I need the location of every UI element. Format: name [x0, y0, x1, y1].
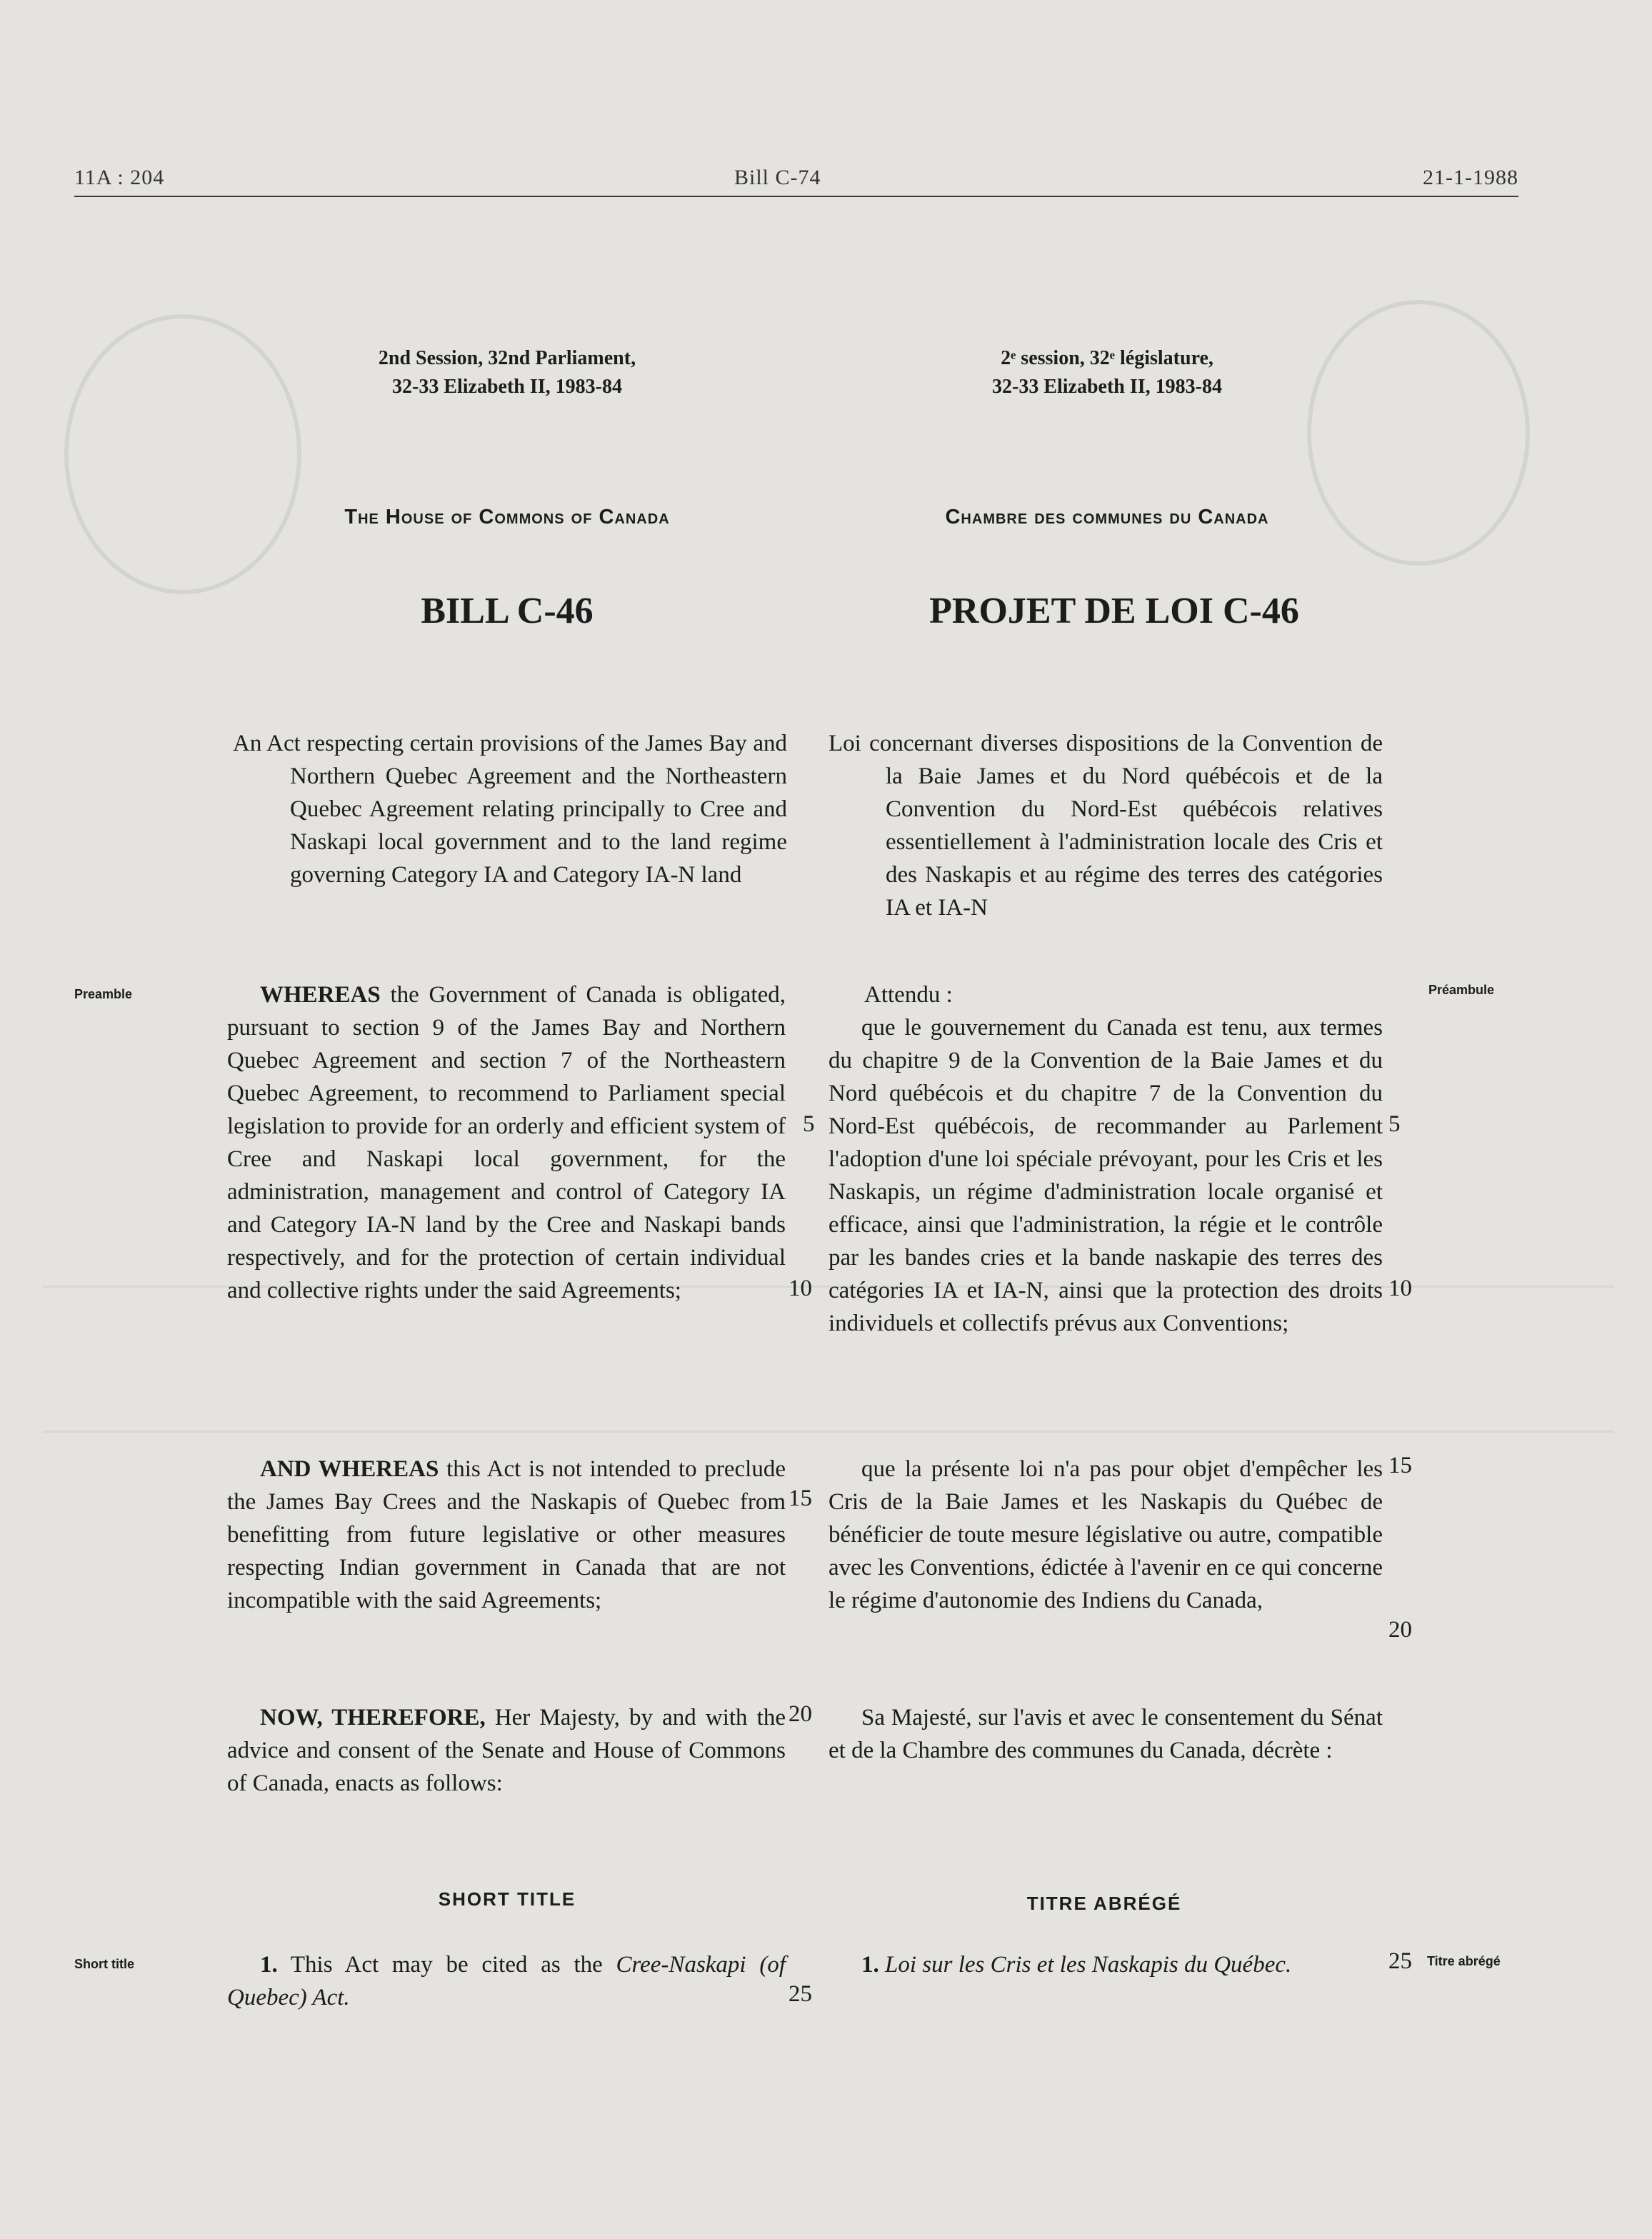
line-number-fr-5: 5: [1388, 1111, 1401, 1137]
now-therefore-en: [227, 1701, 786, 1800]
line-number-fr-25: 25: [1388, 1948, 1412, 1974]
and-whereas-lead: AND WHEREAS: [260, 1456, 439, 1482]
whereas-lead: WHEREAS: [260, 982, 381, 1008]
margin-note-preamble-fr: Préambule: [1428, 983, 1495, 997]
header-page-ref: 11A : 204: [74, 166, 165, 189]
clause-1-en-number: 1.: [260, 1952, 278, 1978]
bill-title-en: BILL C-46: [421, 591, 594, 631]
clause-1-en: [227, 1948, 786, 2014]
preamble-fr-para1-text: que le gouvernement du Canada est tenu, aux termes du chapitre 9 de la Convention de la Baie James et du Nord québécois et du chapitre 7 de la Convention du Nord-Est québécois, de recommander au Parlement l'adoption d'une loi spéciale prévoyant, pour les Cris et les Naskapis, un régime d'administration locale organisé et efficace, ainsi que l'administration, la régie et le contrôle par les bandes cries et la bande naskapie des terres des catégories IA et IA-N, ainsi que la protection des droits individuels et collectifs prévus aux Conventions;: [828, 1015, 1383, 1336]
line-number-fr-15: 15: [1388, 1453, 1412, 1478]
margin-note-short-title-fr: Titre abrégé: [1427, 1954, 1501, 1968]
clause-1-en-body: This Act may be cited as the: [277, 1952, 616, 1978]
preamble-fr-para3-text: Sa Majesté, sur l'avis et avec le consentement du Sénat et de la Chambre des communes du Canada, décrète :: [828, 1705, 1383, 1763]
line-number-en-15: 15: [789, 1486, 812, 1511]
house-fr: Chambre des communes du Canada: [945, 506, 1269, 529]
bill-title-fr: PROJET DE LOI C-46: [929, 591, 1299, 631]
preamble-fr-para2: [828, 1453, 1383, 1617]
whereas-paragraph: [227, 978, 786, 1307]
and-whereas-en: [227, 1453, 786, 1617]
clause-1-fr-text: [828, 1948, 1383, 1981]
long-title-en-text: An Act respecting certain provisions of the James Bay and Northern Quebec Agreement and the Northeastern Quebec Agreement relating principally to Cree and Naskapi local government and to the land regime governing Category IA and Category IA-N land: [233, 731, 787, 888]
session-en: [257, 344, 757, 401]
short-title-heading-en: SHORT TITLE: [438, 1888, 576, 1910]
clause-1-fr-number: 1.: [861, 1952, 879, 1978]
header-bill-number: Bill C-74: [734, 166, 821, 189]
preamble-fr-para1: [828, 1011, 1383, 1340]
session-en-line1: 2nd Session, 32nd Parliament,: [378, 347, 636, 369]
attendu-fr: Attendu :: [864, 982, 953, 1008]
header-rule: [74, 196, 1518, 197]
short-title-heading-fr: TITRE ABRÉGÉ: [1026, 1893, 1182, 1914]
now-therefore-paragraph: [227, 1701, 786, 1800]
now-therefore-lead: NOW, THEREFORE,: [260, 1705, 486, 1730]
header-date: 21-1-1988: [1423, 166, 1518, 189]
now-therefore-text: Her Majesty, by and with the advice and consent of the Senate and House of Commons of Canada, enacts as follows:: [227, 1705, 786, 1796]
margin-note-short-title-en: Short title: [74, 1957, 134, 1971]
line-number-en-5: 5: [803, 1111, 815, 1137]
session-en-line2: 32-33 Elizabeth II, 1983-84: [392, 376, 622, 398]
line-number-en-25: 25: [789, 1981, 812, 2007]
line-number-en-20: 20: [789, 1701, 812, 1727]
whereas-en: [227, 978, 786, 1307]
preamble-fr-para3: [828, 1701, 1383, 1767]
and-whereas-paragraph: [227, 1453, 786, 1617]
line-number-fr-10: 10: [1388, 1276, 1412, 1301]
clause-1-en-act-name: Cree-Naskapi (of Quebec) Act.: [227, 1952, 786, 2010]
margin-note-preamble-en: Preamble: [74, 987, 133, 1001]
and-whereas-text: this Act is not intended to preclude the James Bay Crees and the Naskapis of Quebec from benefitting from future legislative or other measures respecting Indian government in Canada that are not incompatible with the said Agreements;: [227, 1456, 786, 1613]
clause-1-en-text: [227, 1948, 786, 2014]
clause-1-fr-act-name: Loi sur les Cris et les Naskapis du Québec.: [878, 1952, 1292, 1978]
session-fr-line2: 32-33 Elizabeth II, 1983-84: [992, 376, 1222, 398]
session-fr: [857, 344, 1357, 401]
line-number-en-10: 10: [789, 1276, 812, 1301]
long-title-fr: [828, 727, 1383, 924]
line-number-fr-20: 20: [1388, 1617, 1412, 1643]
long-title-fr-text: Loi concernant diverses dispositions de la Convention de la Baie James et du Nord québécois et de la Convention du Nord-Est québécois relatives essentiellement à l'administration locale des Cris et des Naskapis et au régime des terres des catégories IA et IA-N: [828, 731, 1383, 921]
clause-1-fr: [828, 1948, 1383, 1981]
preamble-fr-para2-text: que la présente loi n'a pas pour objet d'empêcher les Cris de la Baie James et les Naskapis du Québec de bénéficier de toute mesure législative ou autre, compatible avec les Conventions, édictée à l'avenir en ce qui concerne le régime d'autonomie des Indiens du Canada,: [828, 1456, 1383, 1613]
session-fr-line1: 2ᵉ session, 32ᵉ législature,: [1001, 347, 1213, 369]
long-title-en: [233, 727, 787, 891]
house-en: The House of Commons of Canada: [344, 506, 670, 529]
whereas-text: the Government of Canada is obligated, pursuant to section 9 of the James Bay and Northern Quebec Agreement and section 7 of the Northeastern Quebec Agreement, to recommend to Parliament special legislation to provide for an orderly and efficient system of Cree and Naskapi local government, for the administration, management and control of Category IA and Category IA-N land by the Cree and Naskapi bands respectively, and for the protection of certain individual and collective rights under the said Agreements;: [227, 982, 786, 1303]
